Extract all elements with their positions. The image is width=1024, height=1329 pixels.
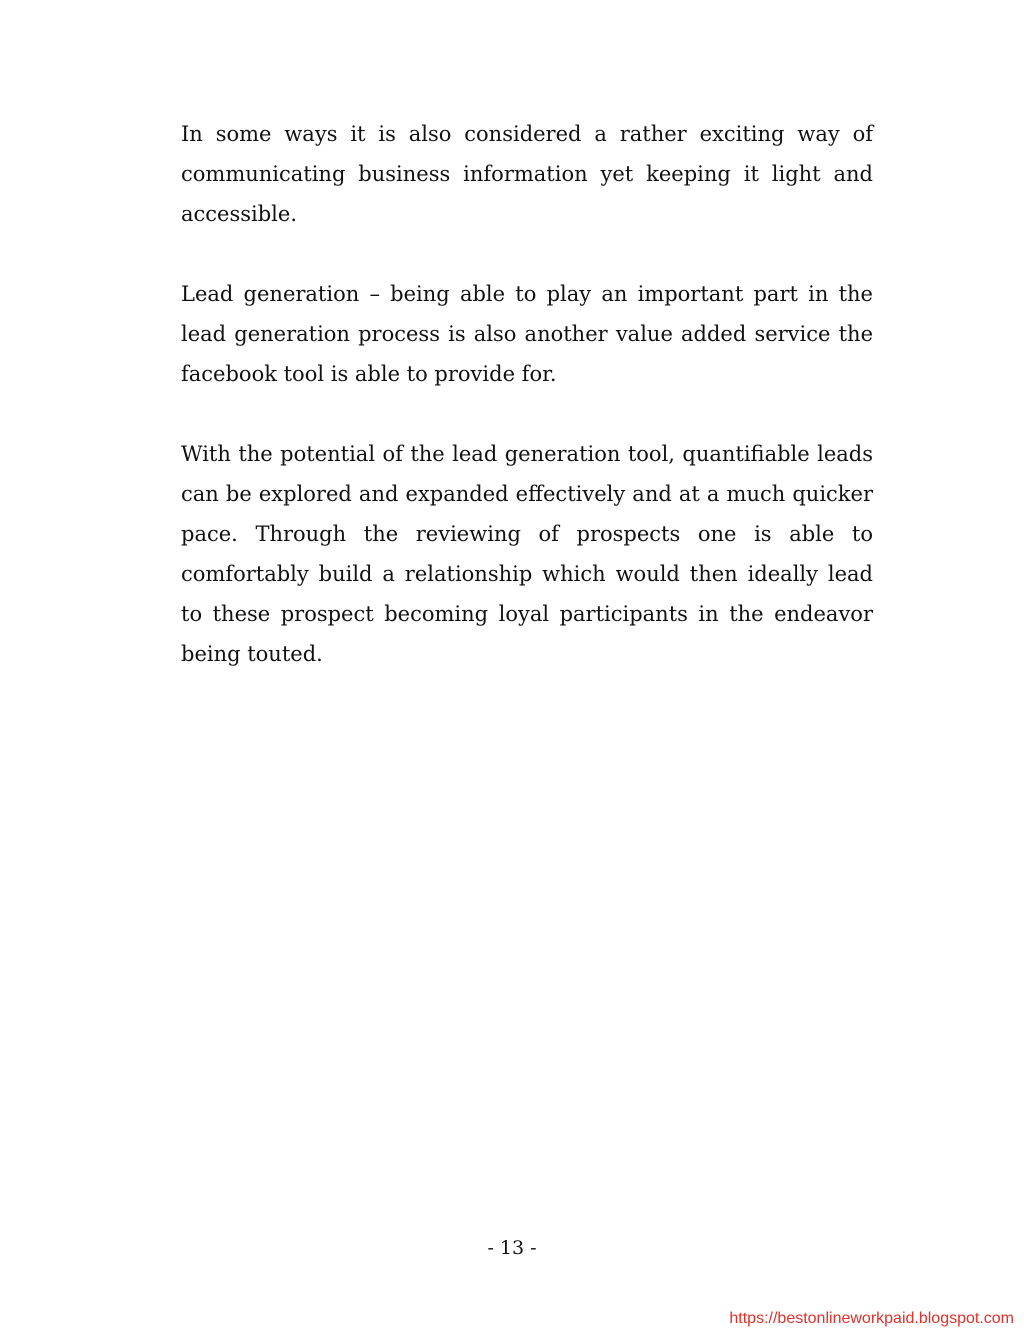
page-number: - 13 - [487, 1237, 537, 1259]
paragraph-1: In some ways it is also considered a rather exciting way of communicating business information yet keeping it light and accessible. [181, 122, 873, 226]
footer-link[interactable]: https://bestonlineworkpaid.blogspot.com [729, 1310, 1014, 1327]
paragraph-2: Lead generation – being able to play an important part in the lead generation process is also another value added service the facebook tool is able to provide for. [181, 282, 873, 386]
paragraph-3: With the potential of the lead generation tool, quantifiable leads can be explored and expanded effectively and at a much quicker pace. Through the reviewing of prospects one is able to comfortably build a relationship which would then ideally lead to these prospect becoming loyal participants in the endeavor being touted. [181, 442, 873, 666]
page-body [181, 114, 873, 714]
